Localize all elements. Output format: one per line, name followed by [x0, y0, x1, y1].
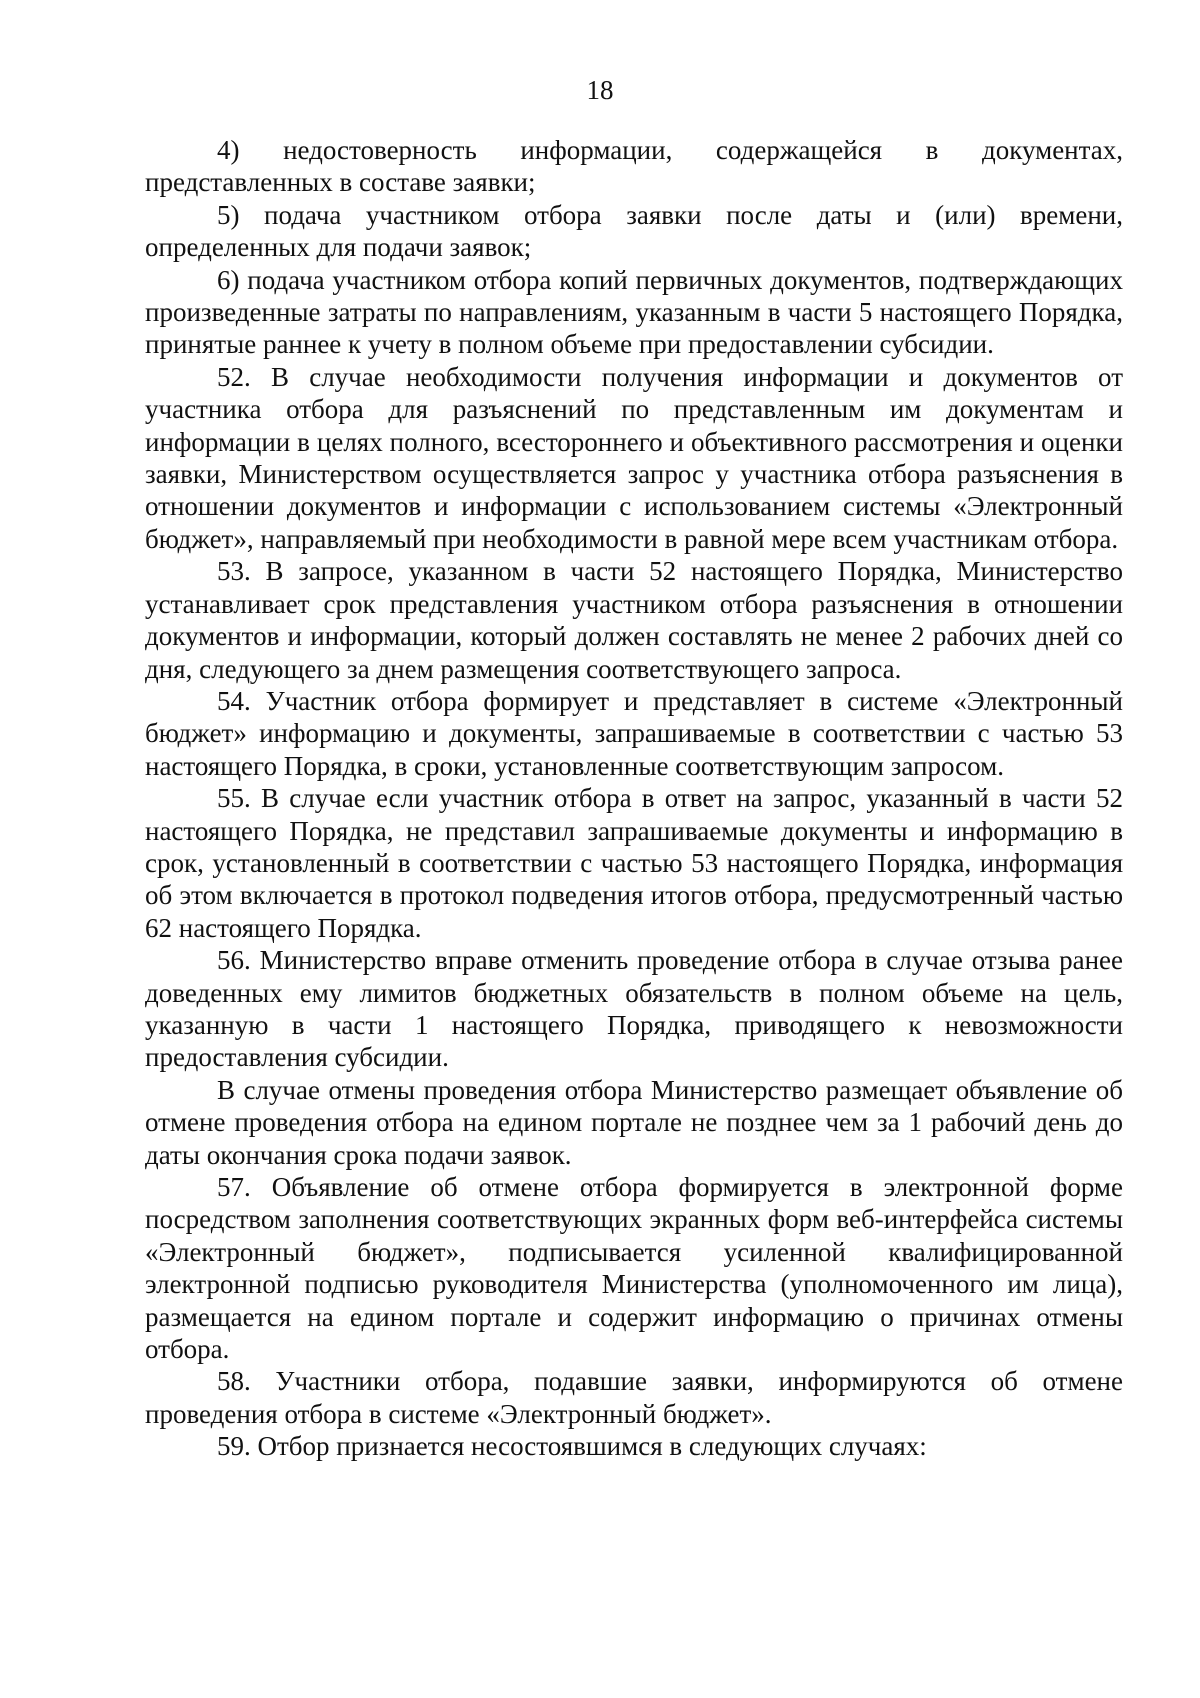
paragraph-item-6: 6) подача участником отбора копий первичных документов, подтверждающих произведенные затраты по направлениям, указанным в части 5 настоящего Порядка, принятые раннее к учету в полном объеме при предоставлении субсидии. — [145, 264, 1123, 360]
document-body — [145, 134, 1123, 1463]
paragraph-56-continuation: В случае отмены проведения отбора Министерство размещает объявление об отмене проведения отбора на едином портале не позднее чем за 1 рабочий день до даты окончания срока подачи заявок. — [145, 1074, 1123, 1170]
paragraph-item-5: 5) подача участником отбора заявки после даты и (или) времени, определенных для подачи заявок; — [145, 199, 1123, 263]
paragraph-55: 55. В случае если участник отбора в ответ на запрос, указанный в части 52 настоящего Порядка, не представил запрашиваемые документы и информацию в срок, установленный в соответствии с частью 53 настоящего Порядка, информация об этом включается в протокол подведения итогов отбора, предусмотренный частью 62 настоящего Порядка. — [145, 783, 1123, 943]
paragraph-52: 52. В случае необходимости получения информации и документов от участника отбора для разъяснений по представленным им документам и информации в целях полного, всестороннего и объективного рассмотрения и оценки заявки, Министерством осуществляется запрос у участника отбора разъяснения в отношении документов и информации с использованием системы «Электронный бюджет», направляемый при необходимости в равной мере всем участникам отбора. — [145, 361, 1123, 554]
paragraph-53: 53. В запросе, указанном в части 52 настоящего Порядка, Министерство устанавливает срок представления участником отбора разъяснения в отношении документов и информации, который должен составлять не менее 2 рабочих дней со дня, следующего за днем размещения соответствующего запроса. — [145, 556, 1123, 684]
paragraph-item-4: 4) недостоверность информации, содержащейся в документах, представленных в составе заявки; — [145, 135, 1123, 198]
paragraph-56: 56. Министерство вправе отменить проведение отбора в случае отзыва ранее доведенных ему лимитов бюджетных обязательств в полном объеме на цель, указанную в части 1 настоящего Порядка, приводящего к невозможности предоставления субсидии. — [145, 945, 1123, 1073]
paragraph-59: 59. Отбор признается несостоявшимся в следующих случаях: — [217, 1431, 927, 1462]
paragraph-58: 58. Участники отбора, подавшие заявки, информируются об отмене проведения отбора в системе «Электронный бюджет». — [145, 1366, 1123, 1429]
page-number: 18 — [586, 75, 614, 105]
paragraph-57: 57. Объявление об отмене отбора формируется в электронной форме посредством заполнения соответствующих экранных форм веб-интерфейса системы «Электронный бюджет», подписывается усиленной квалифицированной электронной подписью руководителя Министерства (уполномоченного им лица), размещается на едином портале и содержит информацию о причинах отмены отбора. — [145, 1172, 1123, 1365]
paragraph-54: 54. Участник отбора формирует и представляет в системе «Электронный бюджет» информацию и документы, запрашиваемые в соответствии с частью 53 настоящего Порядка, в сроки, установленные соответствующим запросом. — [145, 685, 1123, 781]
